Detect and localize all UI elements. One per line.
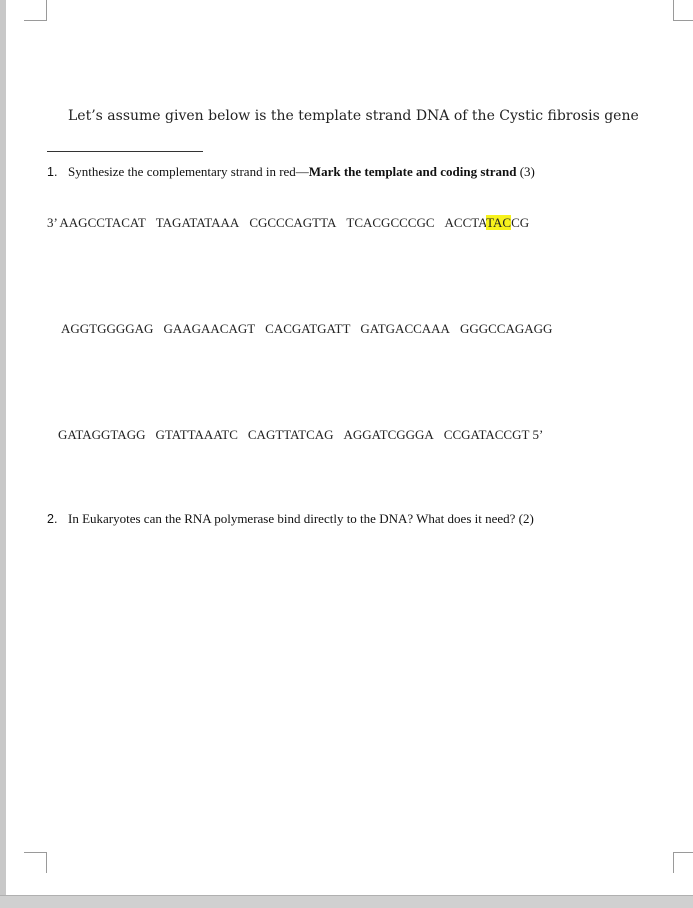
question-1 [47,164,535,180]
sequence-group: CGCCCAGTTA [249,215,337,230]
sequence-group: AGGATCGGGA [343,427,434,442]
sequence-group: CAGTTATCAG [247,427,334,442]
horizontal-rule [47,151,203,152]
sequence-group: TCACGCCCGC [346,215,435,230]
question-1-bold-text: Mark the template and coding strand [308,164,517,179]
sequence-group: ACCTA [444,215,487,230]
document-page [6,0,693,895]
sequence-group: CG [511,215,530,230]
document-title: Let’s assume given below is the template strand DNA of the Cystic fibrosis gene [68,108,639,124]
sequence-group: GTATTAAATC [155,427,238,442]
sequence-line-3 [58,427,543,443]
question-1-number: 1. [47,165,58,179]
sequence-group: CCGATACCGT [443,427,530,442]
page-corner-mark-bottom-right [673,852,693,873]
sequence-line-1 [47,215,529,231]
question-2-number: 2. [47,512,58,526]
sequence-group: AGGTGGGGAG [61,321,154,336]
sequence-group: GGGCCAGAGG [459,321,553,336]
question-1-text: Synthesize the complementary strand in red— [68,164,309,179]
question-1-points: (3) [516,164,535,179]
page-corner-mark-bottom-left [24,852,47,873]
highlighted-codon: TAC [486,215,512,230]
sequence-group: GATAGGTAGG [58,427,146,442]
page-corner-mark-top-left [24,0,47,21]
sequence-group: AAGCCTACAT [59,215,146,230]
question-2-points: (2) [515,511,534,526]
sequence-line-2 [61,321,552,337]
page-corner-mark-top-right [673,0,693,21]
sequence-group: GATGACCAAA [360,321,450,336]
question-2-text: In Eukaryotes can the RNA polymerase bind directly to the DNA? What does it need? [68,511,516,526]
sequence-group: TAGATATAAA [155,215,240,230]
question-2 [47,511,534,527]
sequence-group: CACGATGATT [265,321,351,336]
window-bottom-edge [0,895,693,908]
sequence-5-prime-label: 5’ [529,427,544,442]
sequence-group: GAAGAACAGT [163,321,256,336]
sequence-3-prime-label: 3’ [47,215,60,230]
